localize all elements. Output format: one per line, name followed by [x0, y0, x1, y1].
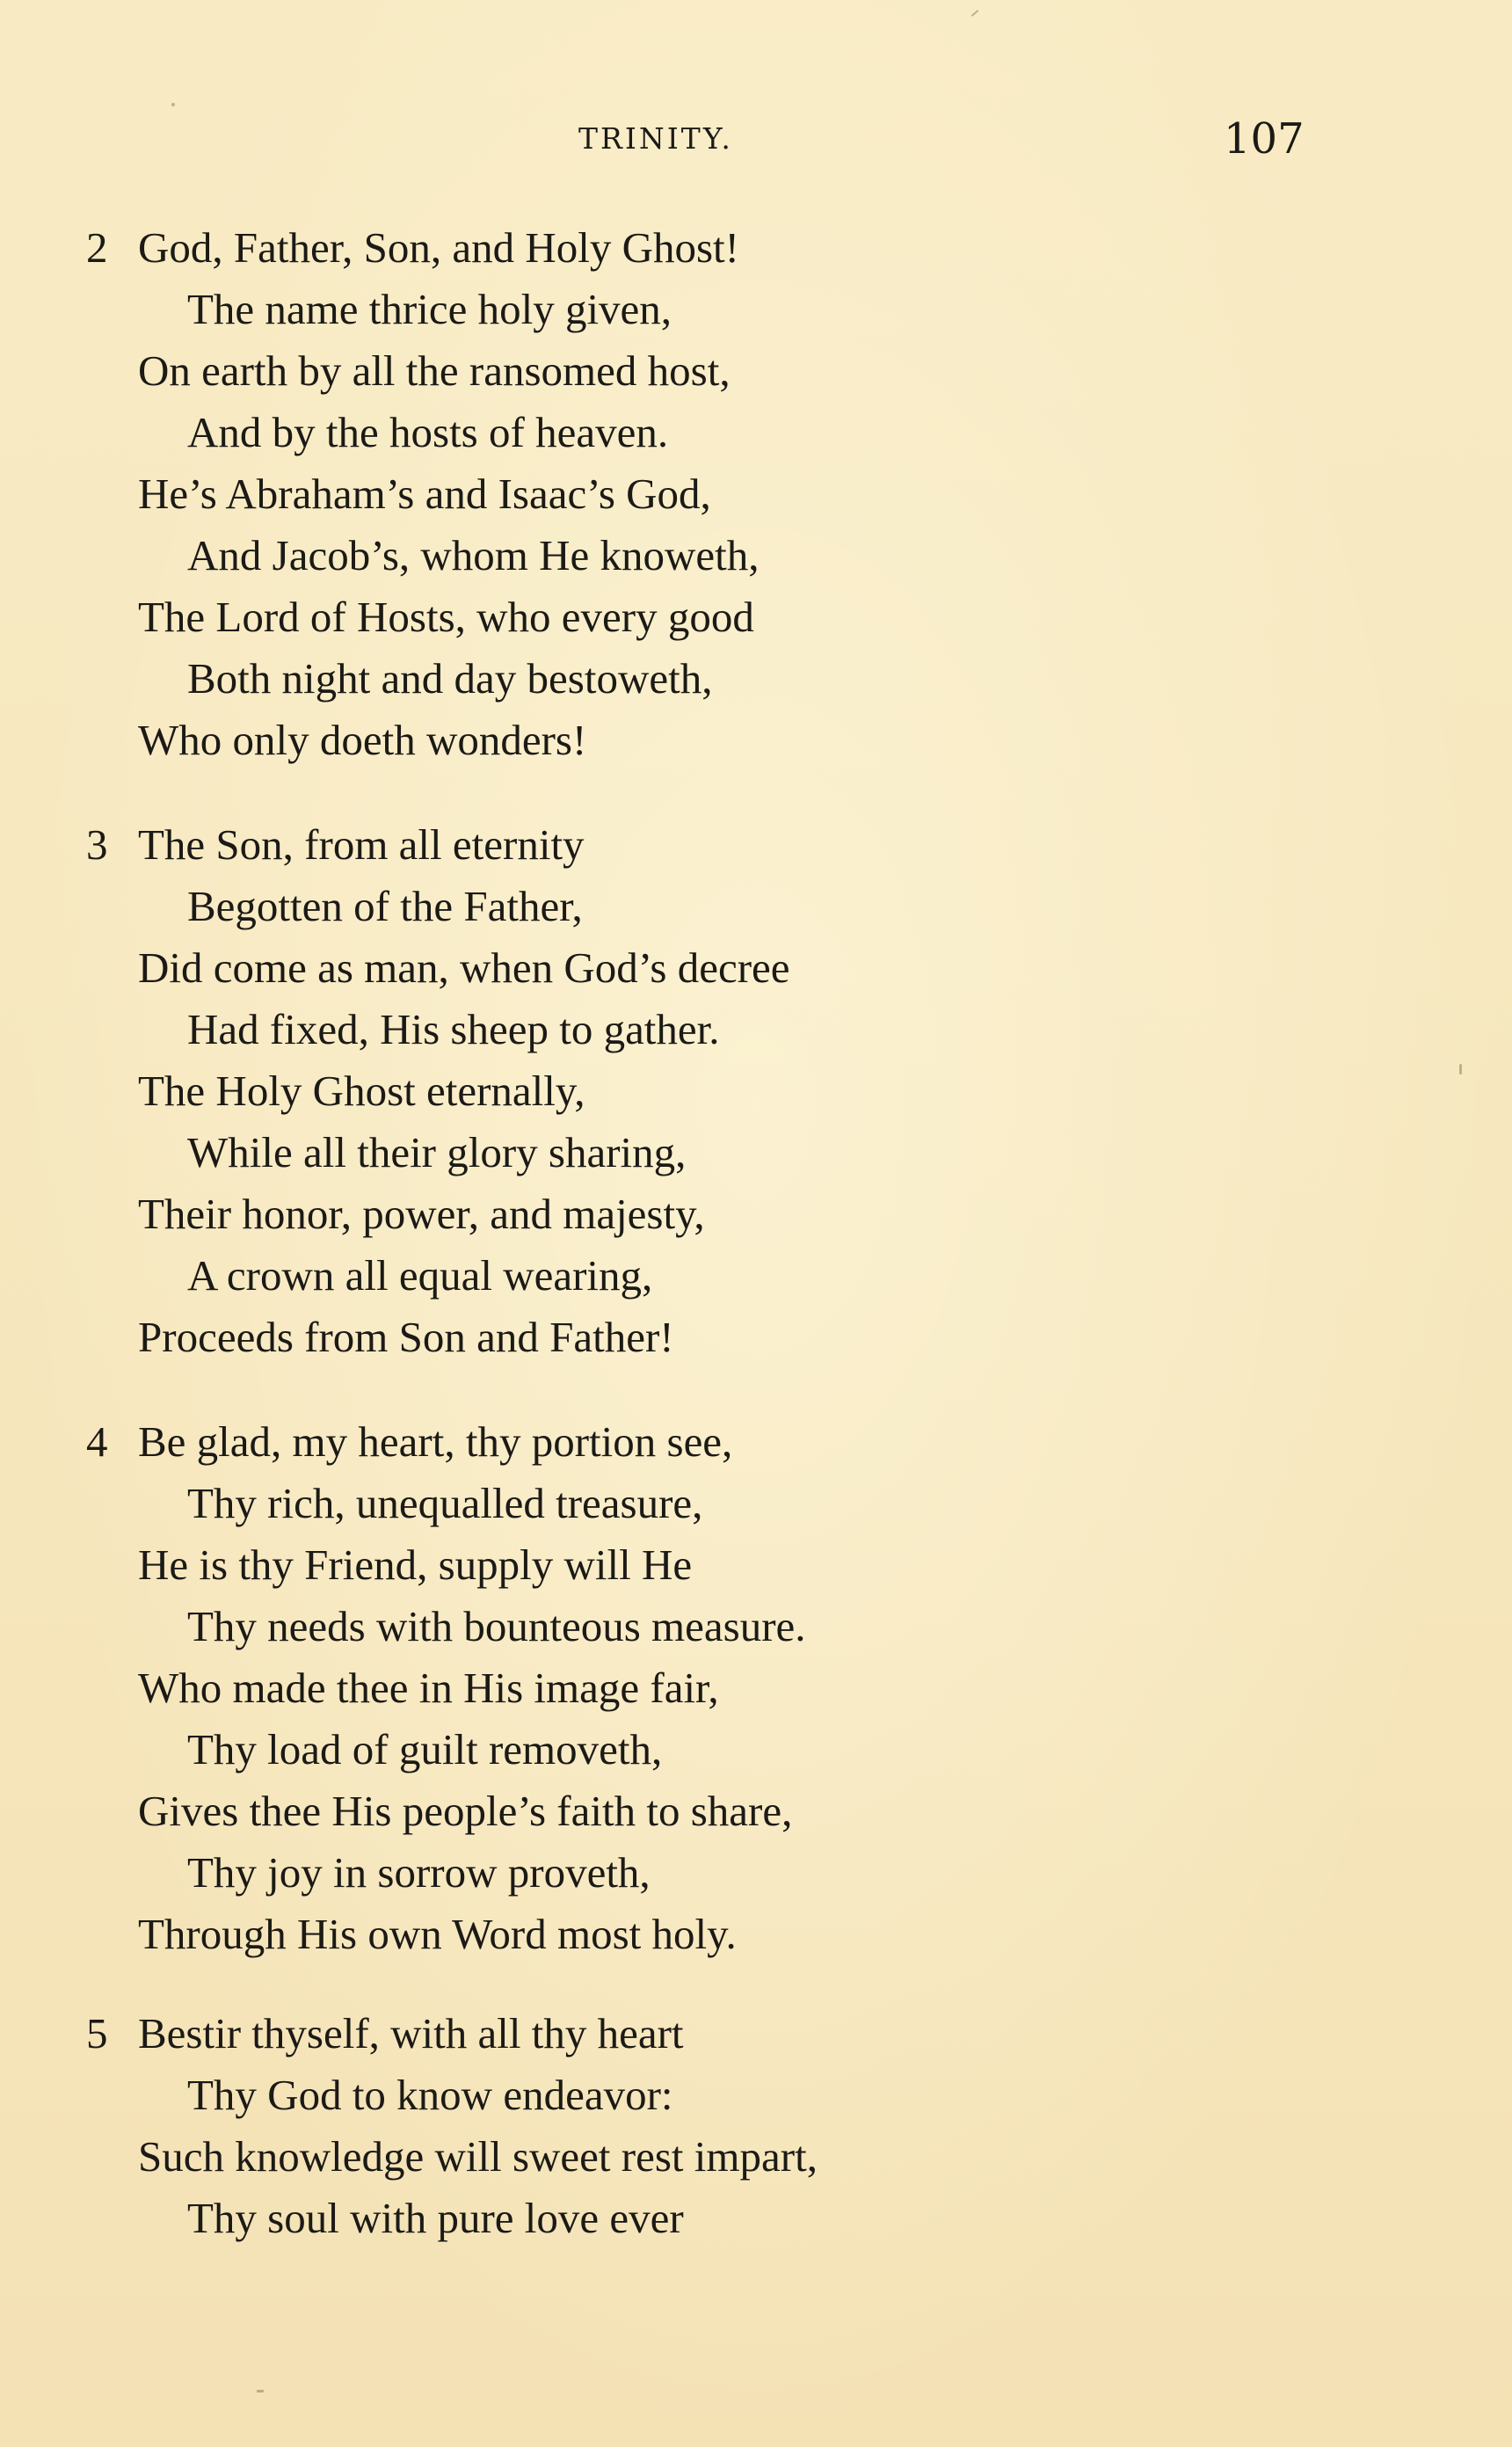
verse-line: Thy soul with pure love ever — [187, 2194, 684, 2242]
verse-line: While all their glory sharing, — [187, 1128, 687, 1176]
verse-line: Thy rich, unequalled treasure, — [187, 1479, 703, 1527]
verse-line: And by the hosts of heaven. — [187, 408, 669, 456]
page-number: 107 — [1224, 114, 1305, 164]
paper-speck — [257, 2390, 264, 2392]
verse-line: Their honor, power, and majesty, — [138, 1190, 705, 1238]
verse-line: Bestir thyself, with all thy heart — [138, 2009, 684, 2057]
verse-line: The Lord of Hosts, who every good — [138, 593, 754, 641]
paper-speck — [971, 10, 979, 17]
verse-line: Both night and day bestoweth, — [187, 654, 713, 703]
verse-line: On earth by all the ransomed host, — [138, 346, 731, 395]
verse-line: And Jacob’s, whom He knoweth, — [187, 531, 760, 579]
verse-line: Proceeds from Son and Father! — [138, 1313, 674, 1361]
stanza-number: 3 — [86, 820, 108, 869]
paper-speck — [171, 103, 175, 106]
verse-line: The Holy Ghost eternally, — [138, 1067, 585, 1115]
verse-line: God, Father, Son, and Holy Ghost! — [138, 223, 739, 272]
verse-line: Did come as man, when God’s decree — [138, 943, 790, 992]
stanza-number: 5 — [86, 2009, 108, 2057]
running-head — [0, 114, 1512, 167]
verse-line: Thy needs with bounteous measure. — [187, 1602, 806, 1650]
verse-line: Thy God to know endeavor: — [187, 2071, 673, 2119]
stanza-number: 2 — [86, 223, 108, 272]
verse-line: He is thy Friend, supply will He — [138, 1540, 693, 1589]
paper-speck — [1459, 1064, 1462, 1074]
verse-line: Through His own Word most holy. — [138, 1910, 737, 1958]
verse-line: Thy load of guilt removeth, — [187, 1725, 663, 1773]
verse-line: The Son, from all eternity — [138, 820, 585, 869]
verse-line: Who only doeth wonders! — [138, 716, 587, 764]
stanza-number: 4 — [86, 1417, 108, 1466]
verse-line: Be glad, my heart, thy portion see, — [138, 1417, 733, 1466]
verse-line: The name thrice holy given, — [187, 285, 672, 333]
verse-line: Who made thee in His image fair, — [138, 1664, 719, 1712]
verse-line: A crown all equal wearing, — [187, 1251, 653, 1300]
verse-line: Begotten of the Father, — [187, 882, 583, 930]
verse-line: Thy joy in sorrow proveth, — [187, 1848, 651, 1897]
verse-line: He’s Abraham’s and Isaac’s God, — [138, 470, 711, 518]
section-title: TRINITY. — [578, 121, 733, 156]
verse-line: Such knowledge will sweet rest impart, — [138, 2132, 818, 2181]
verse-line: Gives thee His people’s faith to share, — [138, 1787, 793, 1835]
verse-line: Had fixed, His sheep to gather. — [187, 1005, 720, 1053]
